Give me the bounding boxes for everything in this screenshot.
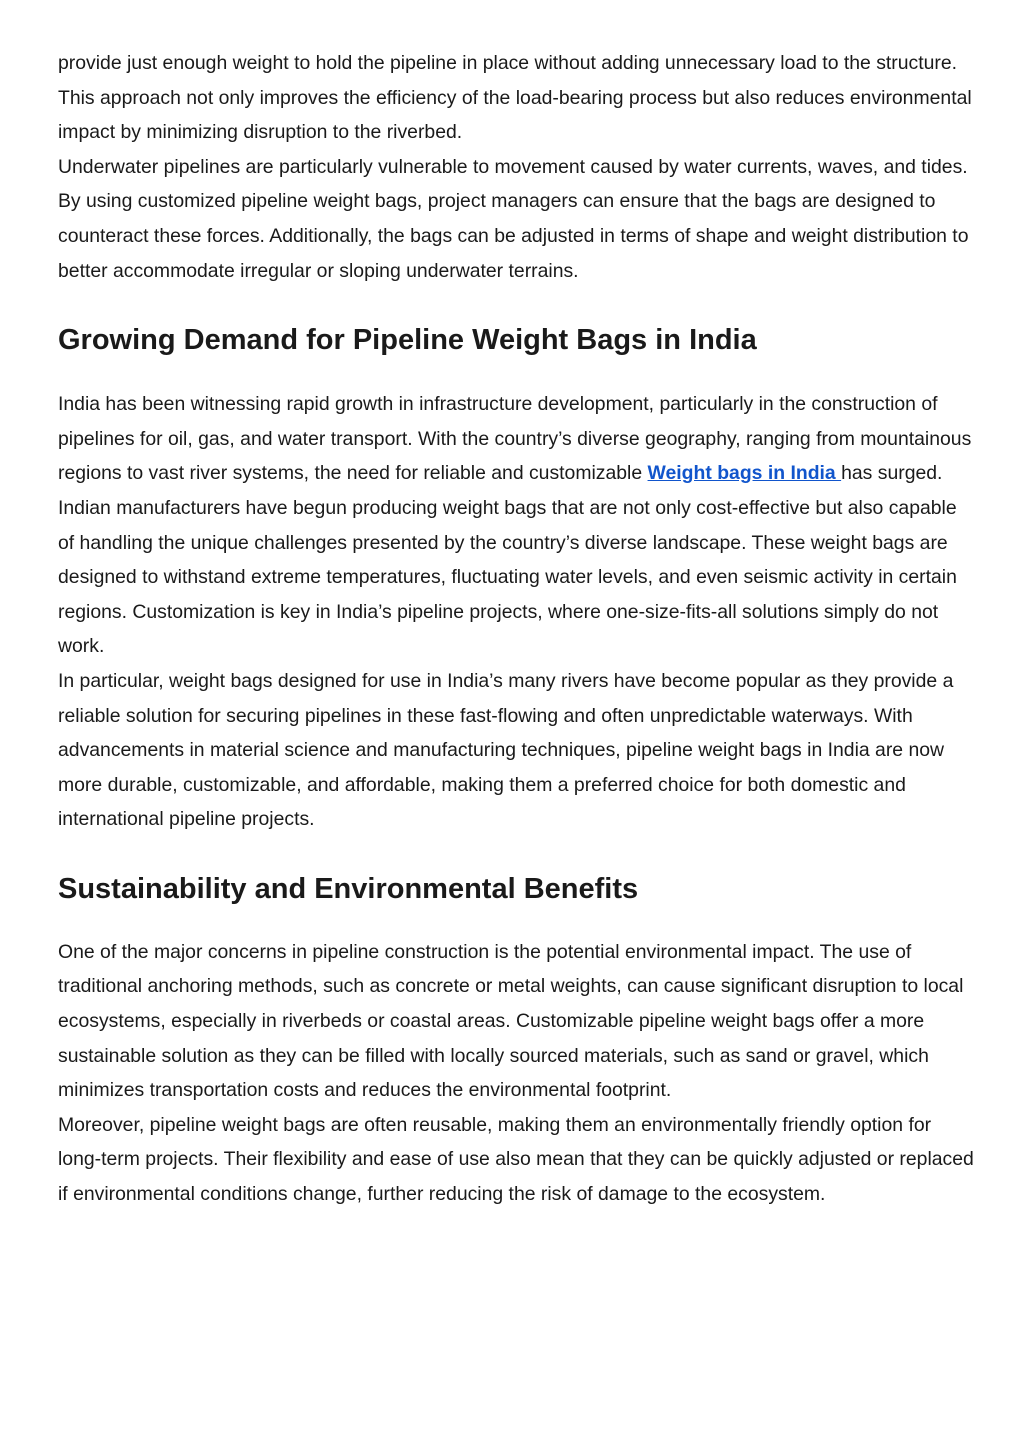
- sustainability-paragraph-2: Moreover, pipeline weight bags are often reusable, making them an environmentally friendly option for long-term projects. Their flexibility and ease of use also mean that they can be quickly adjusted or replaced if environmental conditions change, further reducing the risk of damage to the ecosystem.: [58, 1113, 974, 1206]
- document-page: [58, 46, 978, 1212]
- intro-paragraph-1: provide just enough weight to hold the pipeline in place without adding unnecessary load to the structure. This approach not only improves the efficiency of the load-bearing process but also reduces environmental impact by minimizing disruption to the riverbed.: [58, 52, 972, 144]
- sustainability-paragraph-1: One of the major concerns in pipeline construction is the potential environmental impact. The use of traditional anchoring methods, such as concrete or metal weights, can cause significant disruption to local ecosystems, especially in riverbeds or coastal areas. Customizable pipeline weight bags offer a more sustainable solution as they can be filled with locally sourced materials, such as sand or gravel, which minimizes transportation costs and reduces the environmental footprint.: [58, 940, 964, 1102]
- demand-paragraph-1: [58, 387, 978, 491]
- section-heading-demand: Growing Demand for Pipeline Weight Bags in India: [58, 324, 757, 357]
- demand-paragraph-2: Indian manufacturers have begun producing weight bags that are not only cost-effective but also capable of handling the unique challenges presented by the country’s diverse landscape. These weight bags are designed to withstand extreme temperatures, fluctuating water levels, and even seismic activity in certain regions. Customization is key in India’s pipeline projects, where one-size-fits-all solutions simply do not work.: [58, 496, 957, 658]
- demand-paragraph-3: In particular, weight bags designed for use in India’s many rivers have become popular as they provide a reliable solution for securing pipelines in these fast-flowing and often unpredictable waterways. With advancements in material science and manufacturing techniques, pipeline weight bags in India are now more durable, customizable, and affordable, making them a preferred choice for both domestic and international pipeline projects.: [58, 669, 954, 831]
- weight-bags-india-link[interactable]: Weight bags in India: [647, 462, 842, 485]
- demand-paragraph-1-text: India has been witnessing rapid growth in infrastructure development, particularly in the construction of pipelines for oil, gas, and water transport. With the country’s diverse geography, ranging from mountainous regions to vast river systems, the need for reliable and customizable: [58, 393, 972, 485]
- demand-paragraph-1-tail: has surged.: [841, 462, 943, 485]
- section-heading-sustainability: Sustainability and Environmental Benefits: [58, 872, 639, 905]
- intro-paragraph-2: Underwater pipelines are particularly vulnerable to movement caused by water currents, waves, and tides. By using customized pipeline weight bags, project managers can ensure that the bags are designed to counteract these forces. Additionally, the bags can be adjusted in terms of shape and weight distribution to better accommodate irregular or sloping underwater terrains.: [58, 155, 969, 282]
